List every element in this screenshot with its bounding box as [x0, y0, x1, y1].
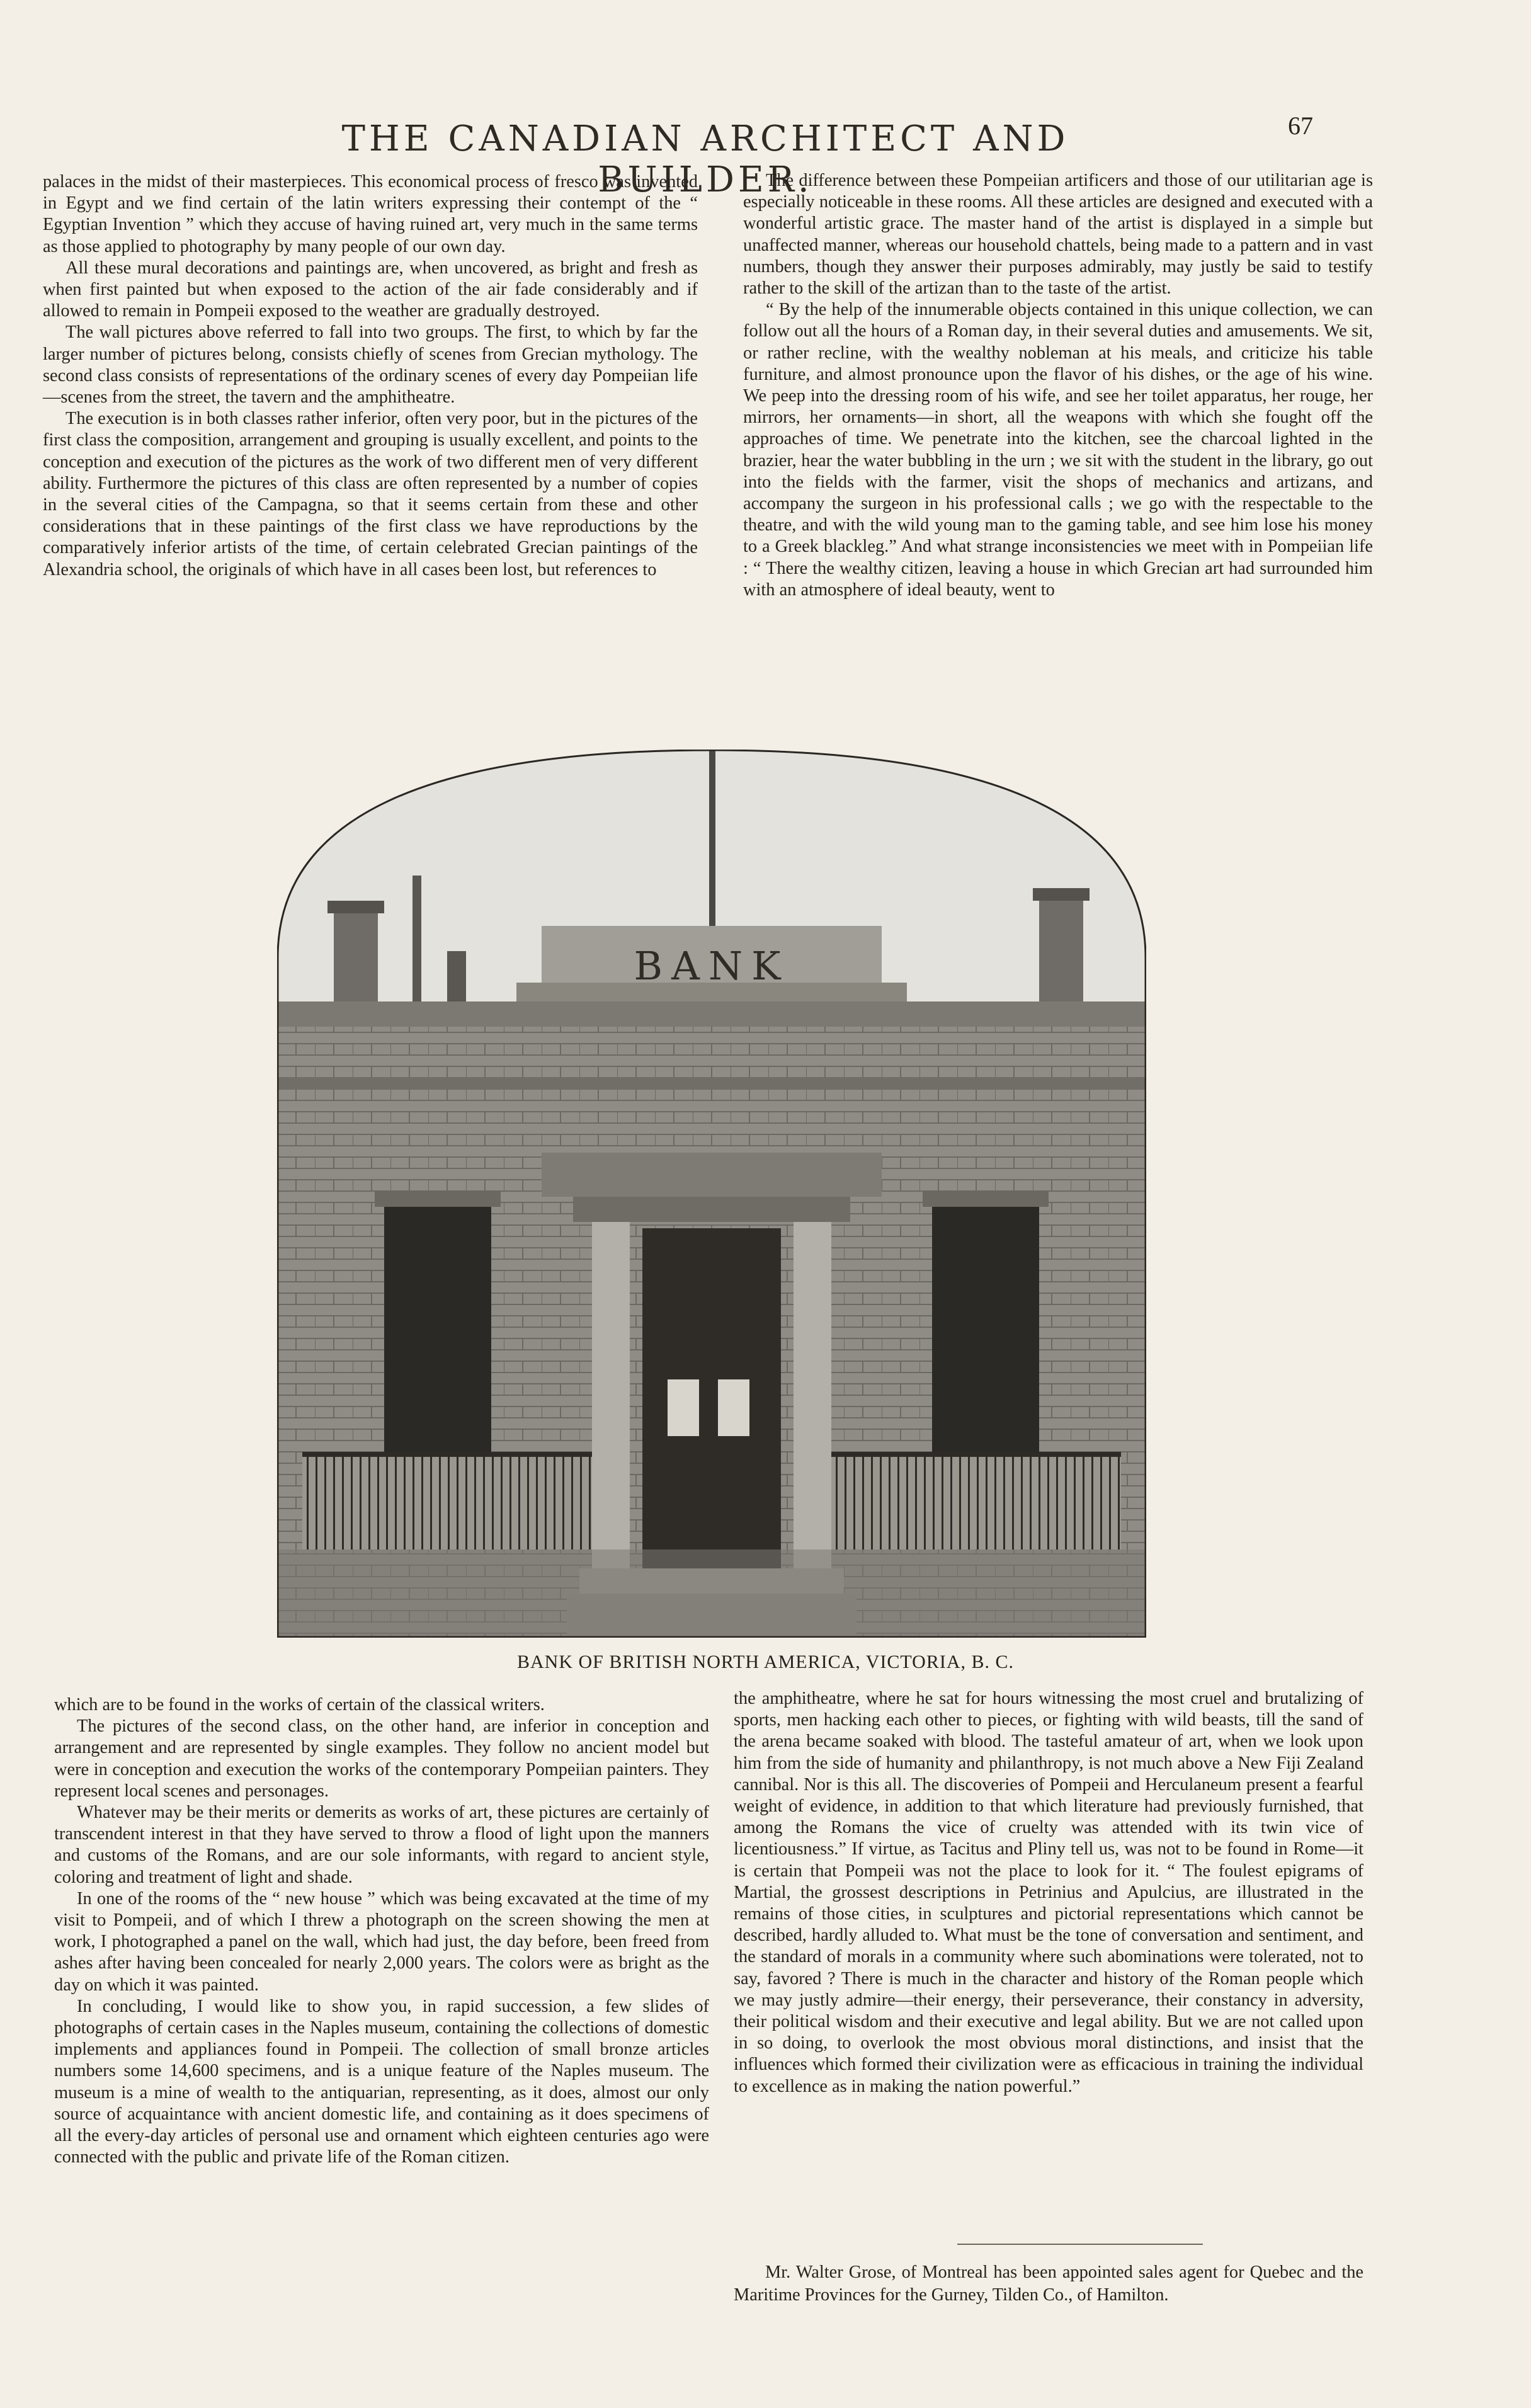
paragraph: In concluding, I would like to show you, in rapid succession, a few slides of photographs of certain cases in the Naples museum, containing the collections of domestic implements and appliances found in Pompeii. The collection of small bronze articles numbers some 14,600 specimens, and is a unique feature of the Naples museum. The museum is a mine of wealth to the antiquarian, representing, as it does, almost our only source of acquaintance with ancient domestic life, and containing as it does specimens of all the every-day articles of personal use and ornament which eighteen centuries ago were connected with the public and private life of the Roman citizen. [54, 1996, 709, 2167]
column-left-bottom [54, 1694, 709, 2168]
page-header [0, 107, 1531, 200]
paragraph: palaces in the midst of their masterpieces. This economical process of fresco was invented in Egypt and we find certain of the latin writers expressing their contempt of the “ Egyptian Invention ” which they accuse of having ruined art, very much in the same terms as those applied to photography by many people of our own day. [43, 172, 698, 256]
paragraph: The execution is in both classes rather inferior, often very poor, but in the pictures of the first class the composition, arrangement and grouping is usually excellent, and points to the conception and execution of the pictures as the work of two different men of very different ability. Furthermore the pictures of this class are often represented by a number of copies in the several cities of the Campagna, so that it seems certain from these and other considerations that in these paintings of the first class we have reproductions by the comparatively inferior artists of the time, of certain celebrated Grecian paintings of the Alexandria school, the originals of which have in all cases been lost, but references to [43, 409, 698, 579]
column-right-top [743, 170, 1373, 601]
bank-photograph-drawing [277, 750, 1146, 1638]
figure-caption: BANK OF BRITISH NORTH AMERICA, VICTORIA, B. C. [517, 1652, 1014, 1672]
column-right-bottom [734, 1688, 1363, 2097]
bank-photograph [277, 750, 1146, 1638]
paragraph: the amphitheatre, where he sat for hours witnessing the most cruel and brutalizing of sports, men hacking each other to pieces, or fighting with wild beasts, till the sand of the arena became soaked with blood. The tasteful amateur of art, when we look upon him from the side of humanity and philanthropy, is not much above a New Fiji Zealand cannibal. Nor is this all. The discoveries of Pompeii and Herculaneum present a fearful weight of evidence, in addition to that which literature had previously furnished, that among the Romans the vice of cruelty was attended with its twin vice of licentiousness.” If virtue, as Tacitus and Pliny tell us, was not to be found in Rome—it is certain that Pompeii was not the place to look for it. “ The foulest epigrams of Martial, the grossest descriptions in Petrinius and Apulcius, are illustrated in the remains of those cities, in sculptures and pictorial representations which cannot be described, hardly alluded to. What must be the tone of conversation and sentiment, and the standard of morals in a community where such abominations were tolerated, not to say, favored ? There is much in the character and history of the Roman people which we may justly admire—their energy, their perseverance, their constancy in adversity, their political wisdom and their executive and legal ability. But we are not called upon in so doing, to overlook the most obvious moral distinctions, and insist that the influences which formed their civilization were as efficacious in training the individual to excellence as in making the nation powerful.” [734, 1689, 1363, 2096]
paragraph: The wall pictures above referred to fall into two groups. The first, to which by far the larger number of pictures belong, consists chiefly of scenes from Grecian mythology. The second class consists of representations of the ordinary scenes of every day Pompeiian life—scenes from the street, the tavern and the amphitheatre. [43, 322, 698, 408]
section-divider [957, 2244, 1203, 2245]
paragraph: All these mural decorations and paintings are, when uncovered, as bright and fresh as when first painted but when exposed to the action of the air fade considerably and if allowed to remain in Pompeii exposed to the weather are gradually destroyed. [43, 258, 698, 321]
announcement [734, 2261, 1363, 2307]
paragraph: “ By the help of the innumerable objects contained in this unique collection, we can follow out all the hours of a Roman day, in their several duties and amusements. We sit, or rather recline, with the wealthy nobleman at his meals, and criticize his table furniture, and almost pronounce upon the flavor of his dishes, or the age of his wine. We peep into the dressing room of his wife, and see her toilet apparatus, her rouge, her mirrors, her ornaments—in short, all the weapons with which she fought off the approaches of time. We penetrate into the kitchen, see the charcoal lighted in the brazier, hear the water bubbling in the urn ; we sit with the student in the library, go out into the fields with the farmer, visit the shops of mechanics and artizans, and accompany the surgeon in his professional calls ; we go with the respectable to the theatre, and with the wild young man to the gaming table, and see him lose his money to a Greek blackleg.” And what strange inconsistencies we meet with in Pompeiian life : “ There the wealthy citizen, leaving a house in which Grecian art had surrounded him with an atmosphere of ideal beauty, went to [743, 300, 1373, 600]
paragraph: The pictures of the second class, on the other hand, are inferior in conception and arrangement and are represented by single examples. They follow no ancient model but were in conception and execution the works of the contemporary Pompeiian painters. They represent local scenes and personages. [54, 1716, 709, 1801]
paragraph: Whatever may be their merits or demerits as works of art, these pictures are certainly of transcendent interest in that they have served to throw a flood of light upon the manners and customs of the Romans, and are our sole informants, with regard to ancient style, coloring and treatment of light and shade. [54, 1803, 709, 1887]
paragraph: In one of the rooms of the “ new house ” which was being excavated at the time of my visit to Pompeii, and of which I threw a photograph on the screen showing the men at work, I photographed a panel on the wall, which had just, the day before, been freed from ashes after having been concealed for nearly 2,000 years. The colors were as bright as the day on which it was painted. [54, 1888, 709, 1995]
announcement-text: Mr. Walter Grose, of Montreal has been appointed sales agent for Quebec and the Maritime Provinces for the Gurney, Tilden Co., of Hamilton. [734, 2262, 1363, 2305]
page-number: 67 [1288, 111, 1313, 140]
paragraph: which are to be found in the works of certain of the classical writers. [54, 1695, 545, 1715]
running-title: THE CANADIAN ARCHITECT AND BUILDER. [341, 118, 1069, 200]
column-left-top [43, 171, 698, 581]
bank-sign-text: BANK [634, 943, 790, 989]
paragraph: The difference between these Pompeiian artificers and those of our utilitarian age is especially noticeable in these rooms. All these articles are designed and executed with a wonderful artistic grace. The master hand of the artist is displayed in a simple but unaffected manner, whereas our household chattels, being made to a pattern and in vast numbers, though they answer their purposes admirably, may justly be said to testify rather to the skill of the artizan than to the taste of the artist. [743, 171, 1373, 299]
